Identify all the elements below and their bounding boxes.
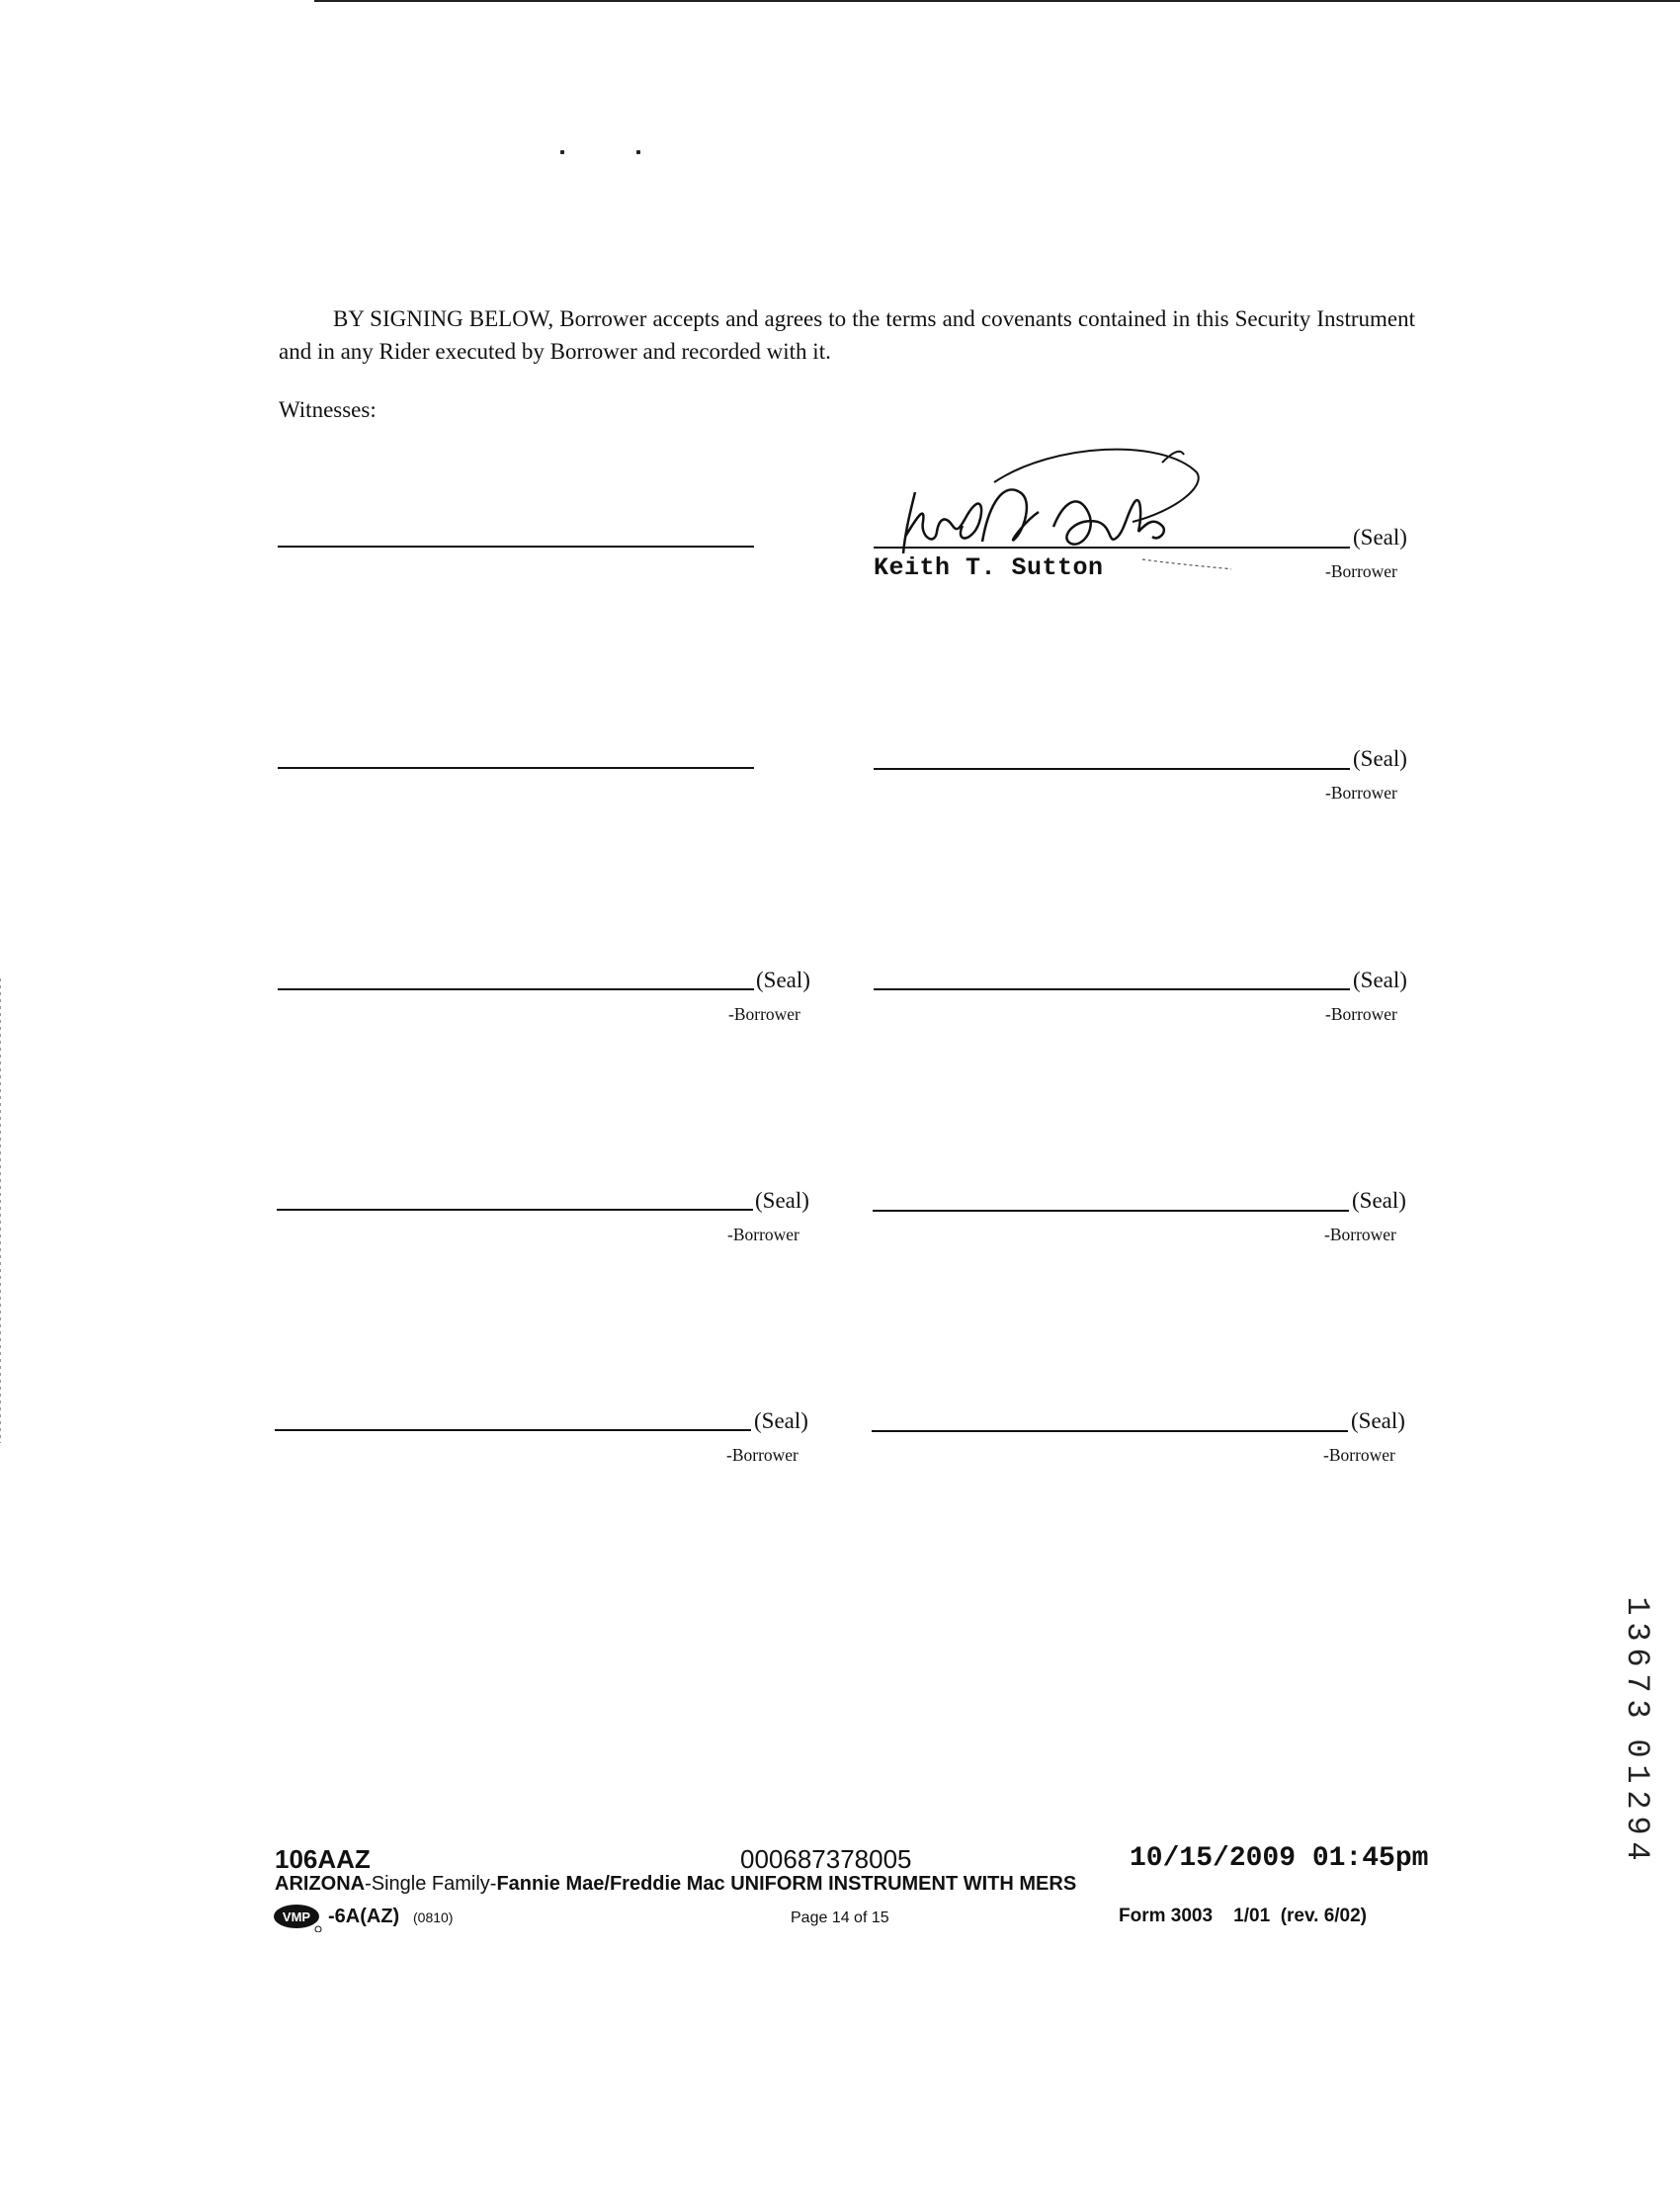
borrower-label: -Borrower [1325,561,1397,581]
loan-number: 000687378005 [740,1844,912,1874]
stamp-digit: 0 [1619,1739,1655,1758]
borrower-label: -Borrower [1325,783,1397,803]
stamp-digit: 2 [1619,1790,1655,1810]
borrower-label: -Borrower [1324,1225,1396,1244]
borrower-signature-line [874,988,1350,990]
borrower-label: -Borrower [727,1225,799,1244]
form-id: -6A(AZ) [328,1906,400,1927]
logo-text: VMP [282,1909,311,1924]
form-version: (0810) [413,1909,454,1925]
stamp-digit: 3 [1619,1622,1655,1642]
scan-border-left [0,978,1,1443]
form-code: 106AAZ [275,1844,371,1874]
borrower-signature-line [277,1209,753,1211]
borrower-signature-line [278,988,754,990]
title-plain: -Single Family- [365,1873,497,1895]
borrower-signature-line [873,1210,1349,1212]
witness-signature-line [278,767,754,769]
seal-label: (Seal) [1353,746,1407,771]
seal-label: (Seal) [1352,1188,1406,1213]
seal-label: (Seal) [756,968,810,992]
title-bold: Fannie Mae/Freddie Mac UNIFORM INSTRUMENT WITH MERS [496,1873,1077,1895]
page-number: Page 14 of 15 [791,1909,889,1926]
seal-label: (Seal) [1353,525,1407,550]
scan-speck [560,150,564,154]
borrower-label: -Borrower [1323,1445,1395,1465]
stamp-digit: 9 [1619,1816,1655,1835]
scan-border-top [314,0,1680,2]
recording-stamp-number [1619,1593,1654,1864]
borrower-label: -Borrower [728,1004,800,1024]
stamp-digit: 1 [1619,1764,1655,1784]
seal-label: (Seal) [1353,968,1407,992]
signing-statement: BY SIGNING BELOW, Borrower accepts and agrees to the terms and covenants contained in this Security Instrument and in any Rider executed by Borrower and recorded with it. [279,306,1415,364]
borrower-signature-line [872,1430,1348,1432]
print-timestamp: 10/15/2009 01:45pm [1130,1843,1429,1874]
seal-label: (Seal) [754,1408,808,1433]
form-number: Form 3003 1/01 (rev. 6/02) [1119,1906,1368,1926]
seal-label: (Seal) [1351,1408,1405,1433]
stamp-digit: 4 [1619,1841,1655,1861]
scan-speck [636,150,640,154]
seal-label: (Seal) [755,1188,809,1213]
borrower-signature-line [275,1429,751,1431]
borrower-label: -Borrower [1325,1004,1397,1024]
stamp-digit: 1 [1619,1596,1655,1616]
vmp-logo-icon [273,1903,324,1932]
stamp-digit: 3 [1619,1699,1655,1719]
stamp-digit: 6 [1619,1648,1655,1667]
instrument-title [275,1873,1076,1896]
handwritten-signature [866,443,1231,581]
title-state: ARIZONA [275,1873,366,1895]
witness-signature-line [278,546,754,548]
borrower-signature-line [874,768,1350,770]
stamp-digit: 7 [1619,1673,1655,1693]
borrower-label: -Borrower [726,1445,798,1465]
witnesses-label: Witnesses: [279,397,377,422]
signer-name: Keith T. Sutton [874,553,1104,582]
